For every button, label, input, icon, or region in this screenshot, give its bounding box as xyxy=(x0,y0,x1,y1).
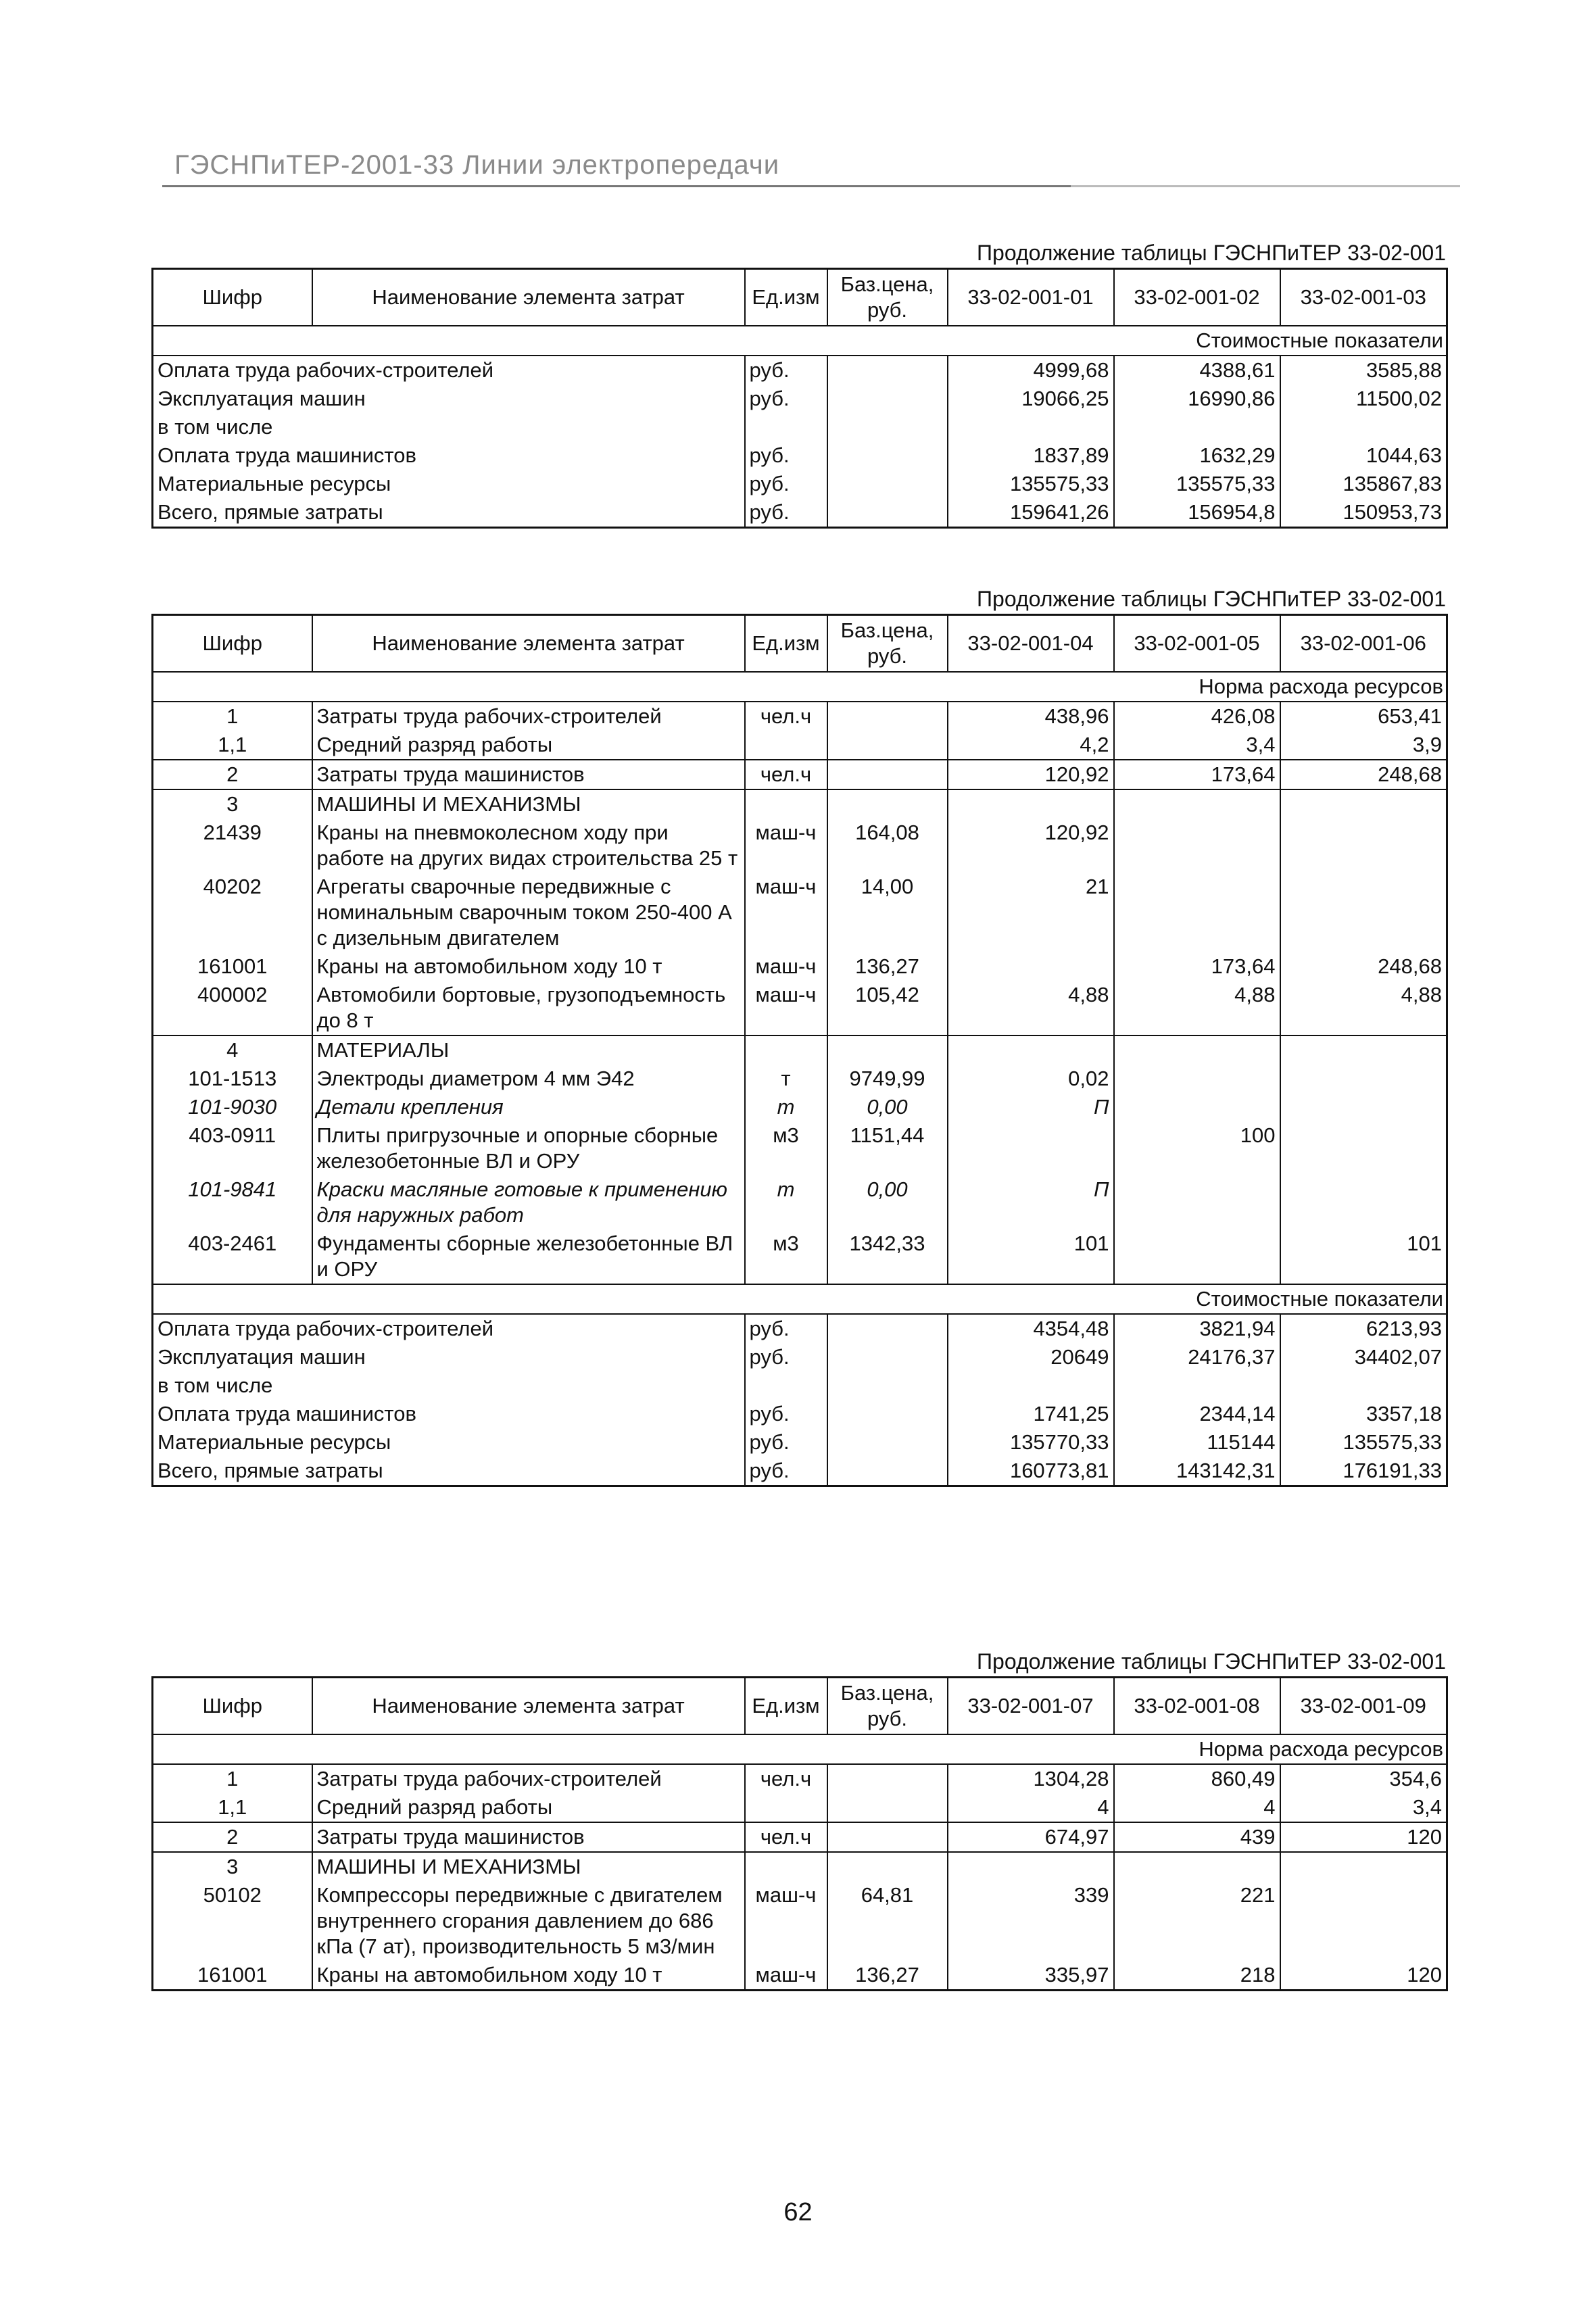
resource-price: 64,81 xyxy=(827,1881,948,1961)
resource-value xyxy=(1280,789,1447,819)
cost-value: 135575,33 xyxy=(1114,470,1280,498)
resource-value xyxy=(948,789,1114,819)
resource-code: 2 xyxy=(153,1822,312,1852)
resource-value: 335,97 xyxy=(948,1961,1114,1991)
cost-row xyxy=(153,413,1447,441)
cost-item-name: Оплата труда рабочих-строителей xyxy=(158,358,494,382)
resource-row xyxy=(153,981,1447,1035)
cost-item-price xyxy=(827,498,948,528)
resource-code: 403-0911 xyxy=(153,1121,312,1175)
cost-item-unit: руб. xyxy=(745,441,827,470)
header-code-col: 33-02-001-02 xyxy=(1114,269,1280,326)
resource-unit: т xyxy=(745,1175,827,1229)
resource-name: Затраты труда рабочих-строителей xyxy=(312,702,745,731)
resource-code: 1,1 xyxy=(153,731,312,760)
cost-item-name: Всего, прямые затраты xyxy=(158,500,383,524)
resource-row xyxy=(153,819,1447,873)
resource-name: МАШИНЫ И МЕХАНИЗМЫ xyxy=(312,1852,745,1881)
resource-name: Детали крепления xyxy=(312,1093,745,1121)
resource-value xyxy=(948,1121,1114,1175)
cost-value: 3585,88 xyxy=(1280,356,1447,385)
cost-value: 34402,07 xyxy=(1280,1343,1447,1371)
header-code: Шифр xyxy=(153,1678,312,1735)
running-header: ГЭСНПиТЕР-2001-33 Линии электропередачи xyxy=(174,150,780,180)
page-number: 62 xyxy=(783,2198,813,2226)
resource-value: 339 xyxy=(948,1881,1114,1961)
resource-name: Электроды диаметром 4 мм Э42 xyxy=(312,1065,745,1093)
resource-unit: чел.ч xyxy=(745,1764,827,1793)
table-caption: Продолжение таблицы ГЭСНПиТЕР 33-02-001 xyxy=(977,1649,1446,1674)
resource-price: 14,00 xyxy=(827,873,948,952)
resource-name: Краны на автомобильном ходу 10 т xyxy=(312,1961,745,1991)
resource-code: 3 xyxy=(153,789,312,819)
resource-value: 860,49 xyxy=(1114,1764,1280,1793)
cost-row xyxy=(153,1457,1447,1486)
cost-item-price xyxy=(827,1428,948,1457)
cost-item-unit: руб. xyxy=(745,1400,827,1428)
resource-value: 101 xyxy=(948,1229,1114,1284)
resource-name: Затраты труда рабочих-строителей xyxy=(312,1764,745,1793)
resource-value: 120,92 xyxy=(948,819,1114,873)
cost-value: 176191,33 xyxy=(1280,1457,1447,1486)
resource-price: 136,27 xyxy=(827,1961,948,1991)
cost-item-name: Оплата труда машинистов xyxy=(158,443,416,467)
resource-unit: маш-ч xyxy=(745,981,827,1035)
resource-value: 248,68 xyxy=(1280,760,1447,789)
resource-value: 4,88 xyxy=(948,981,1114,1035)
resource-name: Затраты труда машинистов xyxy=(312,760,745,789)
resource-unit: т xyxy=(745,1065,827,1093)
resource-value: 21 xyxy=(948,873,1114,952)
resource-value xyxy=(948,952,1114,981)
cost-item-price xyxy=(827,1371,948,1400)
resource-unit: маш-ч xyxy=(745,819,827,873)
cost-value: 4999,68 xyxy=(948,356,1114,385)
resource-unit xyxy=(745,1035,827,1065)
resource-code: 403-2461 xyxy=(153,1229,312,1284)
resource-price: 164,08 xyxy=(827,819,948,873)
header-name: Наименование элемента затрат xyxy=(312,1678,745,1735)
header-code-col: 33-02-001-07 xyxy=(948,1678,1114,1735)
cost-item-unit xyxy=(745,1371,827,1400)
resource-row xyxy=(153,873,1447,952)
cost-item-name: Оплата труда рабочих-строителей xyxy=(158,1317,494,1340)
cost-value: 160773,81 xyxy=(948,1457,1114,1486)
resource-name: Средний разряд работы xyxy=(312,731,745,760)
resource-value: 248,68 xyxy=(1280,952,1447,981)
cost-value: 135770,33 xyxy=(948,1428,1114,1457)
header-code: Шифр xyxy=(153,615,312,673)
resource-row xyxy=(153,1065,1447,1093)
resource-price: 1151,44 xyxy=(827,1121,948,1175)
resource-unit: чел.ч xyxy=(745,702,827,731)
cost-value: 3357,18 xyxy=(1280,1400,1447,1428)
resource-value xyxy=(1114,1175,1280,1229)
resource-value xyxy=(1280,1852,1447,1881)
resource-value: 438,96 xyxy=(948,702,1114,731)
cost-value xyxy=(1280,413,1447,441)
cost-item-unit: руб. xyxy=(745,498,827,528)
resource-row xyxy=(153,1793,1447,1822)
cost-value xyxy=(1114,1371,1280,1400)
resource-row xyxy=(153,1822,1447,1852)
resource-value: 3,4 xyxy=(1280,1793,1447,1822)
resource-value xyxy=(1280,1881,1447,1961)
subheader-label: Норма расхода ресурсов xyxy=(153,672,1447,702)
resource-value xyxy=(1280,819,1447,873)
header-name: Наименование элемента затрат xyxy=(312,615,745,673)
resource-value xyxy=(1114,1093,1280,1121)
cost-table-1 xyxy=(151,268,1448,529)
resource-value: 101 xyxy=(1280,1229,1447,1284)
header-unit: Ед.изм xyxy=(745,615,827,673)
cost-value: 11500,02 xyxy=(1280,385,1447,413)
cost-item-price xyxy=(827,441,948,470)
cost-value: 135575,33 xyxy=(948,470,1114,498)
resource-value: 4 xyxy=(1114,1793,1280,1822)
cost-value: 143142,31 xyxy=(1114,1457,1280,1486)
cost-value: 4354,48 xyxy=(948,1314,1114,1343)
resource-value xyxy=(1280,873,1447,952)
resource-unit: чел.ч xyxy=(745,760,827,789)
cost-value: 115144 xyxy=(1114,1428,1280,1457)
cost-item-unit: руб. xyxy=(745,356,827,385)
cost-item-name: Эксплуатация машин xyxy=(158,387,366,410)
resource-value: П xyxy=(948,1093,1114,1121)
resource-value xyxy=(1280,1121,1447,1175)
resource-value: 100 xyxy=(1114,1121,1280,1175)
resource-price xyxy=(827,1852,948,1881)
resource-code: 161001 xyxy=(153,1961,312,1991)
subheader-label: Норма расхода ресурсов xyxy=(153,1734,1447,1764)
resource-name: Плиты пригрузочные и опорные сборные железобетонные ВЛ и ОРУ xyxy=(312,1121,745,1175)
resource-name: Средний разряд работы xyxy=(312,1793,745,1822)
resource-code: 101-9030 xyxy=(153,1093,312,1121)
resource-value: 0,02 xyxy=(948,1065,1114,1093)
header-code: Шифр xyxy=(153,269,312,326)
resource-price: 136,27 xyxy=(827,952,948,981)
resource-price: 0,00 xyxy=(827,1093,948,1121)
resource-value xyxy=(1114,1035,1280,1065)
resource-name: Фундаменты сборные железобетонные ВЛ и ОРУ xyxy=(312,1229,745,1284)
section-subheader xyxy=(153,1734,1447,1764)
resource-value: 3,9 xyxy=(1280,731,1447,760)
resource-row xyxy=(153,1035,1447,1065)
resource-code: 161001 xyxy=(153,952,312,981)
resource-price: 105,42 xyxy=(827,981,948,1035)
resource-price: 9749,99 xyxy=(827,1065,948,1093)
cost-value: 24176,37 xyxy=(1114,1343,1280,1371)
resource-value: 4,88 xyxy=(1280,981,1447,1035)
resource-row xyxy=(153,760,1447,789)
cost-row xyxy=(153,470,1447,498)
table-caption: Продолжение таблицы ГЭСНПиТЕР 33-02-001 xyxy=(977,241,1446,265)
cost-value: 1632,29 xyxy=(1114,441,1280,470)
cost-item-unit xyxy=(745,413,827,441)
resource-value xyxy=(1280,1093,1447,1121)
resource-value: 4,2 xyxy=(948,731,1114,760)
header-code-col: 33-02-001-04 xyxy=(948,615,1114,673)
cost-item-price xyxy=(827,1343,948,1371)
cost-value: 135575,33 xyxy=(1280,1428,1447,1457)
cost-item-name: Всего, прямые затраты xyxy=(158,1459,383,1482)
cost-item-unit: руб. xyxy=(745,470,827,498)
resource-name: Краны на автомобильном ходу 10 т xyxy=(312,952,745,981)
cost-value: 159641,26 xyxy=(948,498,1114,528)
cost-item-name: Материальные ресурсы xyxy=(158,472,391,495)
resource-price xyxy=(827,789,948,819)
section-subheader xyxy=(153,326,1447,356)
resource-code: 40202 xyxy=(153,873,312,952)
resource-value xyxy=(1280,1175,1447,1229)
resource-value xyxy=(1114,873,1280,952)
resource-unit xyxy=(745,1852,827,1881)
cost-item-price xyxy=(827,385,948,413)
cost-item-name: в том числе xyxy=(158,415,273,439)
cost-item-name: Материальные ресурсы xyxy=(158,1430,391,1454)
cost-item-name: Эксплуатация машин xyxy=(158,1345,366,1369)
resource-code: 1,1 xyxy=(153,1793,312,1822)
cost-item-price xyxy=(827,356,948,385)
resource-price xyxy=(827,760,948,789)
resource-unit xyxy=(745,789,827,819)
resource-value: 653,41 xyxy=(1280,702,1447,731)
cost-value: 1741,25 xyxy=(948,1400,1114,1428)
resource-row xyxy=(153,789,1447,819)
subheader-label: Стоимостные показатели xyxy=(153,326,1447,356)
cost-row xyxy=(153,498,1447,528)
resource-unit: чел.ч xyxy=(745,1822,827,1852)
header-rule xyxy=(162,185,1460,187)
resource-value: 354,6 xyxy=(1280,1764,1447,1793)
resource-price xyxy=(827,702,948,731)
resource-code: 4 xyxy=(153,1035,312,1065)
header-unit: Ед.изм xyxy=(745,269,827,326)
cost-value: 156954,8 xyxy=(1114,498,1280,528)
cost-item-unit: руб. xyxy=(745,1457,827,1486)
resource-unit: маш-ч xyxy=(745,873,827,952)
resource-row xyxy=(153,1764,1447,1793)
cost-value: 2344,14 xyxy=(1114,1400,1280,1428)
resource-unit: маш-ч xyxy=(745,1961,827,1991)
resource-name: Автомобили бортовые, грузоподъемность до 8 т xyxy=(312,981,745,1035)
cost-item-name: Оплата труда машинистов xyxy=(158,1402,416,1425)
resource-name: МАТЕРИАЛЫ xyxy=(312,1035,745,1065)
cost-item-price xyxy=(827,1457,948,1486)
header-price: Баз.цена, руб. xyxy=(827,615,948,673)
resource-row xyxy=(153,1881,1447,1961)
resource-value xyxy=(1280,1035,1447,1065)
resource-row xyxy=(153,1175,1447,1229)
resource-table-3 xyxy=(151,1676,1448,1991)
cost-value xyxy=(948,413,1114,441)
cost-value: 4388,61 xyxy=(1114,356,1280,385)
resource-code: 1 xyxy=(153,1764,312,1793)
resource-table-2 xyxy=(151,614,1448,1487)
resource-value: П xyxy=(948,1175,1114,1229)
cost-item-unit: руб. xyxy=(745,1314,827,1343)
resource-value: 4 xyxy=(948,1793,1114,1822)
resource-value xyxy=(1280,1065,1447,1093)
resource-value xyxy=(1114,819,1280,873)
cost-value: 1837,89 xyxy=(948,441,1114,470)
resource-price xyxy=(827,1764,948,1793)
resource-value: 173,64 xyxy=(1114,760,1280,789)
resource-value xyxy=(1114,1065,1280,1093)
resource-unit: т xyxy=(745,1093,827,1121)
resource-row xyxy=(153,1961,1447,1991)
resource-name: Агрегаты сварочные передвижные с номинальным сварочным током 250-400 А с дизельным двигателем xyxy=(312,873,745,952)
header-code-col: 33-02-001-08 xyxy=(1114,1678,1280,1735)
cost-row xyxy=(153,1343,1447,1371)
cost-item-unit: руб. xyxy=(745,1428,827,1457)
header-price: Баз.цена, руб. xyxy=(827,269,948,326)
resource-value: 221 xyxy=(1114,1881,1280,1961)
resource-code: 2 xyxy=(153,760,312,789)
resource-value xyxy=(1114,1229,1280,1284)
resource-value xyxy=(1114,1852,1280,1881)
resource-value: 218 xyxy=(1114,1961,1280,1991)
resource-value: 439 xyxy=(1114,1822,1280,1852)
cost-item-price xyxy=(827,1400,948,1428)
cost-row xyxy=(153,1314,1447,1343)
subheader-label: Стоимостные показатели xyxy=(153,1284,1447,1314)
resource-code: 50102 xyxy=(153,1881,312,1961)
resource-value: 426,08 xyxy=(1114,702,1280,731)
resource-unit: маш-ч xyxy=(745,952,827,981)
resource-row xyxy=(153,702,1447,731)
resource-value xyxy=(948,1852,1114,1881)
resource-code: 400002 xyxy=(153,981,312,1035)
resource-value xyxy=(948,1035,1114,1065)
cost-value: 16990,86 xyxy=(1114,385,1280,413)
cost-item-name: в том числе xyxy=(158,1373,273,1397)
resource-name: Компрессоры передвижные с двигателем внутреннего сгорания давлением до 686 кПа (7 ат), производительность 5 м3/мин xyxy=(312,1881,745,1961)
cost-row xyxy=(153,1400,1447,1428)
header-code-col: 33-02-001-05 xyxy=(1114,615,1280,673)
header-code-col: 33-02-001-03 xyxy=(1280,269,1447,326)
cost-row xyxy=(153,1428,1447,1457)
resource-row xyxy=(153,952,1447,981)
resource-code: 101-1513 xyxy=(153,1065,312,1093)
header-code-col: 33-02-001-09 xyxy=(1280,1678,1447,1735)
header-code-col: 33-02-001-06 xyxy=(1280,615,1447,673)
cost-item-price xyxy=(827,413,948,441)
resource-price xyxy=(827,1793,948,1822)
resource-value: 120 xyxy=(1280,1961,1447,1991)
resource-price: 0,00 xyxy=(827,1175,948,1229)
cost-value xyxy=(1280,1371,1447,1400)
resource-price: 1342,33 xyxy=(827,1229,948,1284)
table-caption: Продолжение таблицы ГЭСНПиТЕР 33-02-001 xyxy=(977,587,1446,611)
resource-value: 120,92 xyxy=(948,760,1114,789)
resource-row xyxy=(153,1852,1447,1881)
cost-row xyxy=(153,1371,1447,1400)
resource-value xyxy=(1114,789,1280,819)
cost-value: 6213,93 xyxy=(1280,1314,1447,1343)
cost-value: 19066,25 xyxy=(948,385,1114,413)
resource-price xyxy=(827,1822,948,1852)
resource-value: 120 xyxy=(1280,1822,1447,1852)
resource-unit: маш-ч xyxy=(745,1881,827,1961)
resource-value: 4,88 xyxy=(1114,981,1280,1035)
header-code-col: 33-02-001-01 xyxy=(948,269,1114,326)
cost-row xyxy=(153,385,1447,413)
resource-value: 3,4 xyxy=(1114,731,1280,760)
resource-row xyxy=(153,731,1447,760)
cost-value: 20649 xyxy=(948,1343,1114,1371)
cost-item-unit: руб. xyxy=(745,385,827,413)
section-subheader xyxy=(153,672,1447,702)
resource-code: 101-9841 xyxy=(153,1175,312,1229)
header-unit: Ед.изм xyxy=(745,1678,827,1735)
resource-unit xyxy=(745,1793,827,1822)
resource-price xyxy=(827,731,948,760)
resource-code: 1 xyxy=(153,702,312,731)
resource-unit xyxy=(745,731,827,760)
resource-row xyxy=(153,1121,1447,1175)
resource-value: 173,64 xyxy=(1114,952,1280,981)
resource-name: МАШИНЫ И МЕХАНИЗМЫ xyxy=(312,789,745,819)
resource-unit: м3 xyxy=(745,1229,827,1284)
resource-code: 3 xyxy=(153,1852,312,1881)
resource-value: 674,97 xyxy=(948,1822,1114,1852)
cost-row xyxy=(153,356,1447,385)
resource-row xyxy=(153,1229,1447,1284)
cost-row xyxy=(153,441,1447,470)
resource-row xyxy=(153,1093,1447,1121)
section-subheader xyxy=(153,1284,1447,1314)
cost-value: 3821,94 xyxy=(1114,1314,1280,1343)
cost-value: 1044,63 xyxy=(1280,441,1447,470)
resource-unit: м3 xyxy=(745,1121,827,1175)
cost-value xyxy=(1114,413,1280,441)
cost-value xyxy=(948,1371,1114,1400)
header-name: Наименование элемента затрат xyxy=(312,269,745,326)
cost-value: 150953,73 xyxy=(1280,498,1447,528)
resource-value: 1304,28 xyxy=(948,1764,1114,1793)
resource-price xyxy=(827,1035,948,1065)
resource-name: Затраты труда машинистов xyxy=(312,1822,745,1852)
cost-item-price xyxy=(827,1314,948,1343)
cost-item-price xyxy=(827,470,948,498)
resource-code: 21439 xyxy=(153,819,312,873)
resource-name: Краски масляные готовые к применению для наружных работ xyxy=(312,1175,745,1229)
cost-value: 135867,83 xyxy=(1280,470,1447,498)
cost-item-unit: руб. xyxy=(745,1343,827,1371)
header-price: Баз.цена, руб. xyxy=(827,1678,948,1735)
resource-name: Краны на пневмоколесном ходу при работе на других видах строительства 25 т xyxy=(312,819,745,873)
